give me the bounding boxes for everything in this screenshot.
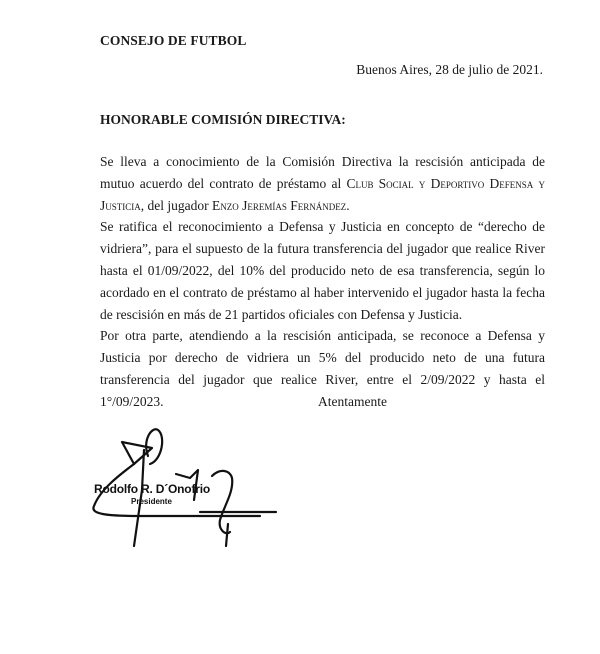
paragraph-showcase-right: Se ratifica el reconocimiento a Defensa y Justicia en concepto de “derecho de vidriera”, para el supuesto de la futura transferencia del jugador que realice River hasta el 01/09/2022, del 10% del producido neto de esa transferencia, según lo acordado en el contrato de préstamo al haber intervenido el jugador hasta la fecha de rescisión en más de 21 partidos oficiales con Defensa y Justicia. xyxy=(100,219,545,322)
paragraph-text: , del jugador xyxy=(140,197,212,213)
letter-body xyxy=(100,151,545,413)
signatory-name: Rodolfo R. D´Onofrio xyxy=(94,482,210,496)
organization-heading: CONSEJO DE FUTBOL xyxy=(100,33,247,48)
club-name: Club Social y Deportivo Defensa y Justicia xyxy=(100,175,545,213)
paragraph-text: . xyxy=(346,197,350,213)
date-line: Buenos Aires, 28 de julio de 2021. xyxy=(356,62,543,77)
signatory-title: Presidente xyxy=(131,497,172,506)
paragraph-text: Se lleva a conocimiento de la Comisión Directiva la rescisión anticipada de mutuo acuerdo del contrato de préstamo al xyxy=(100,154,545,191)
player-name: Enzo Jeremías Fernández xyxy=(212,197,347,213)
paragraph-additional-terms: Por otra parte, atendiendo a la rescisión anticipada, se reconoce a Defensa y Justicia por derecho de vidriera un 5% del producido neto de una futura transferencia del jugador que realice River, entre el 2/09/2022 y hasta el 1°/09/2023. xyxy=(100,328,545,409)
closing-salutation: Atentamente xyxy=(318,394,387,409)
addressee-heading: HONORABLE COMISIÓN DIRECTIVA: xyxy=(100,112,346,127)
paragraph-rescission xyxy=(100,151,545,216)
